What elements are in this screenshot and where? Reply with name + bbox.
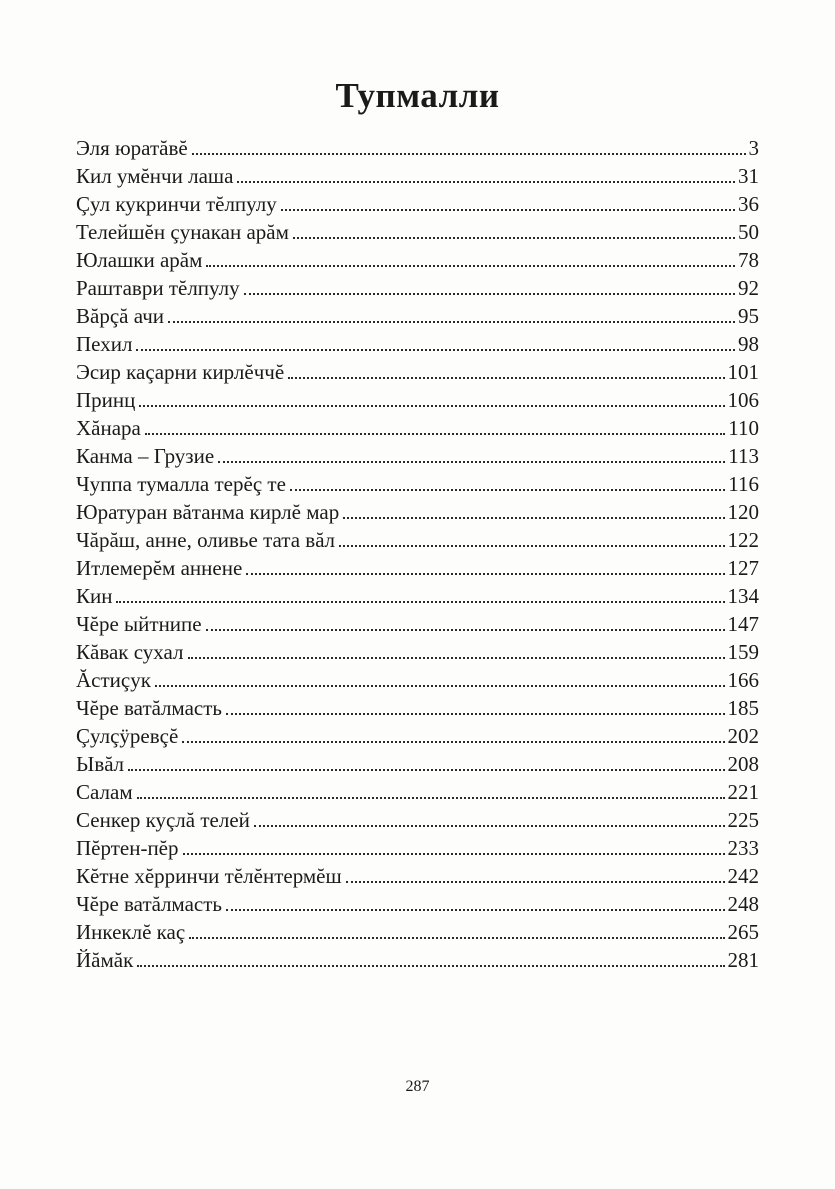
- toc-entry-page: 98: [738, 332, 759, 356]
- dot-leader: [189, 937, 724, 939]
- dot-leader: [218, 461, 725, 463]
- toc-entry-page: 116: [728, 472, 759, 496]
- toc-entry-title: Кин: [76, 584, 113, 608]
- toc-entry: [76, 778, 759, 806]
- toc-entry-title: Юлашки арăм: [76, 248, 203, 272]
- toc-entry: [76, 918, 759, 946]
- toc-entry-title: Хăнара: [76, 416, 141, 440]
- dot-leader: [288, 377, 724, 379]
- toc-entry-title: Йăмăк: [76, 948, 134, 972]
- toc-entry-title: Раштаври тĕлпулу: [76, 276, 240, 300]
- dot-leader: [188, 657, 725, 659]
- toc-entry-page: 120: [727, 500, 759, 524]
- toc-entry: [76, 386, 759, 414]
- toc-entry: [76, 554, 759, 582]
- toc-entry-page: 281: [727, 948, 759, 972]
- toc-entry: [76, 834, 759, 862]
- toc-entry-page: 202: [727, 724, 759, 748]
- dot-leader: [137, 797, 725, 799]
- toc-entry-page: 92: [738, 276, 759, 300]
- dot-leader: [339, 545, 724, 547]
- dot-leader: [206, 629, 725, 631]
- toc-entry-page: 134: [727, 584, 759, 608]
- toc-entry-title: Телейшĕн çунакан арăм: [76, 220, 289, 244]
- toc-entry: [76, 750, 759, 778]
- toc-entry-page: 221: [727, 780, 759, 804]
- dot-leader: [128, 769, 724, 771]
- toc-entry: [76, 638, 759, 666]
- dot-leader: [346, 881, 725, 883]
- toc-entry: [76, 610, 759, 638]
- toc-entry-title: Вăрçă ачи: [76, 304, 164, 328]
- toc-entry-page: 185: [727, 696, 759, 720]
- toc-entry-title: Ывăл: [76, 752, 125, 776]
- dot-leader: [137, 965, 724, 967]
- dot-leader: [237, 181, 735, 183]
- dot-leader: [183, 853, 725, 855]
- toc-entry-page: 166: [727, 668, 759, 692]
- toc-entry-title: Чĕре ватăлмасть: [76, 892, 222, 916]
- toc-entry-title: Кăвак сухал: [76, 640, 184, 664]
- toc-entry-title: Принц: [76, 388, 136, 412]
- dot-leader: [290, 489, 725, 491]
- dot-leader: [155, 685, 725, 687]
- toc-entry-page: 78: [738, 248, 759, 272]
- page-number: 287: [405, 1078, 430, 1095]
- toc-entry-title: Итлемерĕм аннене: [76, 556, 243, 580]
- toc-entry-title: Çулçÿревçĕ: [76, 724, 179, 748]
- dot-leader: [281, 209, 735, 211]
- dot-leader: [226, 713, 725, 715]
- toc-entry-title: Чĕре ватăлмасть: [76, 696, 222, 720]
- toc-entry-title: Чăрăш, анне, оливье тата вăл: [76, 528, 336, 552]
- toc-entry-page: 248: [727, 892, 759, 916]
- toc-entry-page: 113: [728, 444, 759, 468]
- toc-entry: [76, 414, 759, 442]
- toc-entry: [76, 806, 759, 834]
- toc-entry: [76, 302, 759, 330]
- toc-entry-page: 122: [727, 528, 759, 552]
- toc-entry-title: Юратуран вăтанма кирлĕ мар: [76, 500, 340, 524]
- toc-entry: [76, 694, 759, 722]
- toc-entry-page: 31: [738, 164, 759, 188]
- dot-leader: [136, 349, 735, 351]
- toc-entry-page: 110: [728, 416, 759, 440]
- toc-entry-page: 101: [727, 360, 759, 384]
- toc-entry: [76, 442, 759, 470]
- dot-leader: [254, 825, 725, 827]
- toc-entry-title: Эля юратăвĕ: [76, 136, 188, 160]
- dot-leader: [244, 293, 735, 295]
- toc-entry-page: 95: [738, 304, 759, 328]
- toc-entry-page: 106: [727, 388, 759, 412]
- toc-entry-title: Чуппа тумалла терĕç те: [76, 472, 286, 496]
- toc-entry-title: Пехил: [76, 332, 133, 356]
- toc-entry-title: Салам: [76, 780, 133, 804]
- toc-entry-title: Инкеклĕ каç: [76, 920, 186, 944]
- toc-entry-page: 233: [727, 836, 759, 860]
- toc-entry-page: 242: [727, 864, 759, 888]
- toc-entry-title: Кил умĕнчи лаша: [76, 164, 234, 188]
- toc-entry-page: 147: [727, 612, 759, 636]
- dot-leader: [139, 405, 724, 407]
- toc-entry-page: 127: [727, 556, 759, 580]
- toc-entry: [76, 890, 759, 918]
- toc-entry-title: Ăстиçук: [76, 668, 151, 692]
- dot-leader: [206, 265, 735, 267]
- toc-entry: [76, 330, 759, 358]
- toc-entry-page: 208: [727, 752, 759, 776]
- dot-leader: [226, 909, 725, 911]
- dot-leader: [343, 517, 724, 519]
- toc-entry: [76, 946, 759, 974]
- toc-entry-title: Чĕре ыйтнипе: [76, 612, 202, 636]
- dot-leader: [182, 741, 724, 743]
- dot-leader: [168, 321, 735, 323]
- dot-leader: [145, 433, 725, 435]
- toc-entry: [76, 134, 759, 162]
- dot-leader: [116, 601, 724, 603]
- dot-leader: [246, 573, 724, 575]
- toc-entry: [76, 246, 759, 274]
- toc-entry-title: Эсир каçарни кирлĕччĕ: [76, 360, 285, 384]
- toc-entry: [76, 862, 759, 890]
- toc-entry-page: 265: [727, 920, 759, 944]
- toc-entry: [76, 274, 759, 302]
- toc-entry: [76, 722, 759, 750]
- dot-leader: [293, 237, 735, 239]
- toc-entry-title: Кĕтне хĕрринчи тĕлĕнтермĕш: [76, 864, 342, 888]
- toc-entry-page: 159: [727, 640, 759, 664]
- toc-entry: [76, 498, 759, 526]
- toc-entry: [76, 162, 759, 190]
- dot-leader: [192, 153, 746, 155]
- toc-entry-page: 50: [738, 220, 759, 244]
- toc-entry-title: Канма – Грузие: [76, 444, 215, 468]
- toc-entry: [76, 526, 759, 554]
- page-title: Тупмалли: [335, 76, 500, 115]
- toc-entry-title: Сенкер куçлă телей: [76, 808, 250, 832]
- toc-entry: [76, 582, 759, 610]
- toc-entry: [76, 218, 759, 246]
- toc-entry-page: 36: [738, 192, 759, 216]
- toc-entry: [76, 470, 759, 498]
- table-of-contents: [76, 134, 759, 974]
- toc-entry-title: Пĕртен-пĕр: [76, 836, 179, 860]
- toc-entry-page: 225: [727, 808, 759, 832]
- toc-entry: [76, 190, 759, 218]
- toc-entry-page: 3: [748, 136, 759, 160]
- toc-entry: [76, 666, 759, 694]
- toc-entry-title: Çул кукринчи тĕлпулу: [76, 192, 277, 216]
- toc-entry: [76, 358, 759, 386]
